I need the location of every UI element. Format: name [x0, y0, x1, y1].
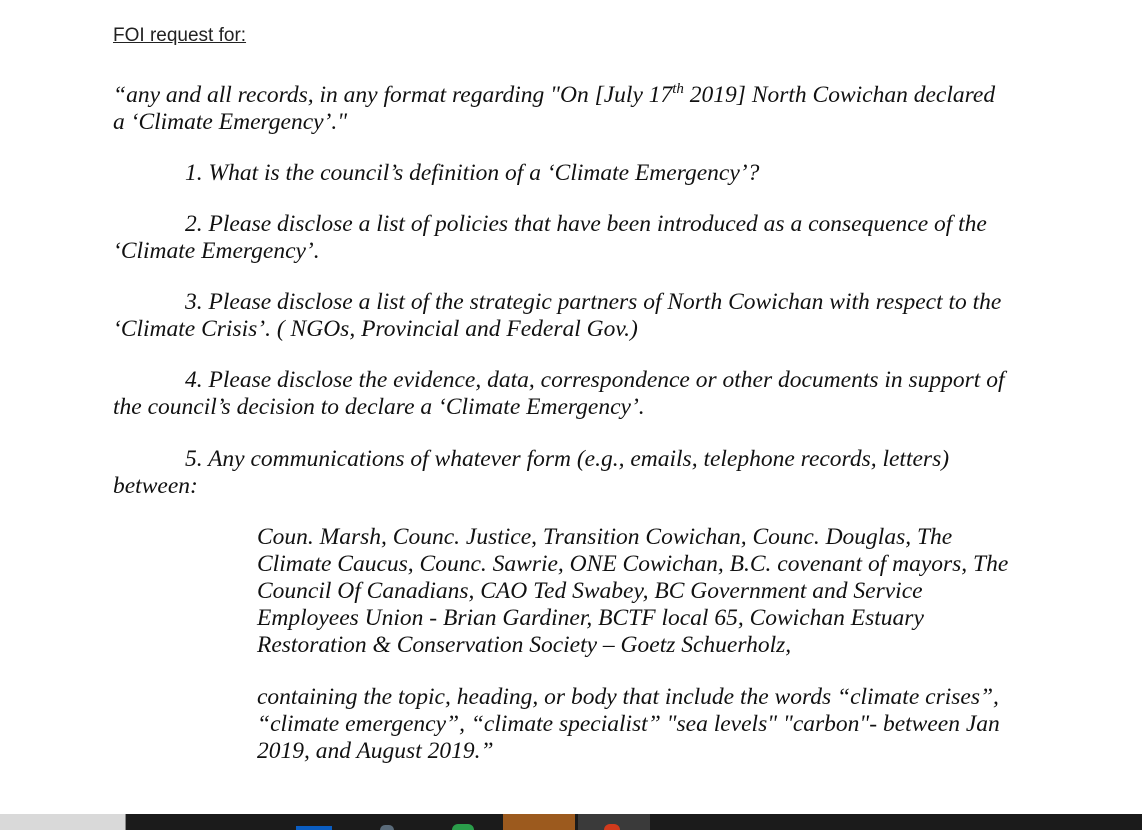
taskbar-active-app[interactable]	[503, 814, 575, 830]
names-line: Restoration & Conservation Society – Goetz Schuerholz,	[257, 632, 792, 658]
question-2	[113, 211, 987, 265]
page-title: FOI request for:	[113, 25, 247, 46]
question-1	[113, 160, 759, 187]
question-4-line-1: 4. Please disclose the evidence, data, correspondence or other documents in support of	[185, 367, 1005, 393]
intro-text-b: 2019] North Cowichan declared	[683, 82, 996, 108]
question-3-line-1: 3. Please disclose a list of the strategic partners of North Cowichan with respect to the	[185, 289, 1002, 315]
closing-line: 2019, and August 2019.”	[257, 738, 494, 764]
ordinal-superscript: th	[672, 81, 684, 97]
taskbar	[0, 814, 1142, 830]
question-4	[113, 367, 1005, 421]
closing-line: “climate emergency”, “climate specialist” "sea levels" "carbon"- between Jan	[257, 711, 1000, 737]
intro-text-a: “any and all records, in any format regarding "On [July 17	[113, 82, 673, 108]
question-3-line-2: ‘Climate Crisis’. ( NGOs, Provincial and Federal Gov.)	[113, 316, 638, 342]
intro-line-2: a ‘Climate Emergency’."	[113, 109, 348, 135]
question-2-line-2: ‘Climate Emergency’.	[113, 238, 320, 264]
names-line: Coun. Marsh, Counc. Justice, Transition Cowichan, Counc. Douglas, The	[257, 524, 953, 550]
taskbar-app-green-icon[interactable]	[452, 824, 474, 830]
taskbar-search-strip[interactable]	[0, 814, 126, 830]
question-5-line-1: 5. Any communications of whatever form (e.g., emails, telephone records, letters)	[185, 446, 950, 472]
names-line: Employees Union - Brian Gardiner, BCTF local 65, Cowichan Estuary	[257, 605, 924, 631]
request-intro	[113, 82, 995, 136]
question-5	[113, 446, 949, 500]
taskbar-app-blue-icon[interactable]	[296, 826, 332, 830]
taskbar-app-red-icon[interactable]	[604, 824, 620, 830]
names-list	[257, 524, 1008, 659]
names-line: Council Of Canadians, CAO Ted Swabey, BC Government and Service	[257, 578, 923, 604]
question-2-line-1: 2. Please disclose a list of policies that have been introduced as a consequence of the	[185, 211, 987, 237]
intro-line-1	[113, 82, 995, 109]
closing-line: containing the topic, heading, or body that include the words “climate crises”,	[257, 684, 999, 710]
question-4-line-2: the council’s decision to declare a ‘Climate Emergency’.	[113, 394, 645, 420]
question-5-line-2: between:	[113, 473, 198, 499]
closing-paragraph	[257, 684, 1000, 765]
question-3	[113, 289, 1001, 343]
names-line: Climate Caucus, Counc. Sawrie, ONE Cowichan, B.C. covenant of mayors, The	[257, 551, 1009, 577]
taskbar-app-icon[interactable]	[380, 825, 394, 830]
question-1-line-1: 1. What is the council’s definition of a ‘Climate Emergency’?	[185, 160, 760, 186]
